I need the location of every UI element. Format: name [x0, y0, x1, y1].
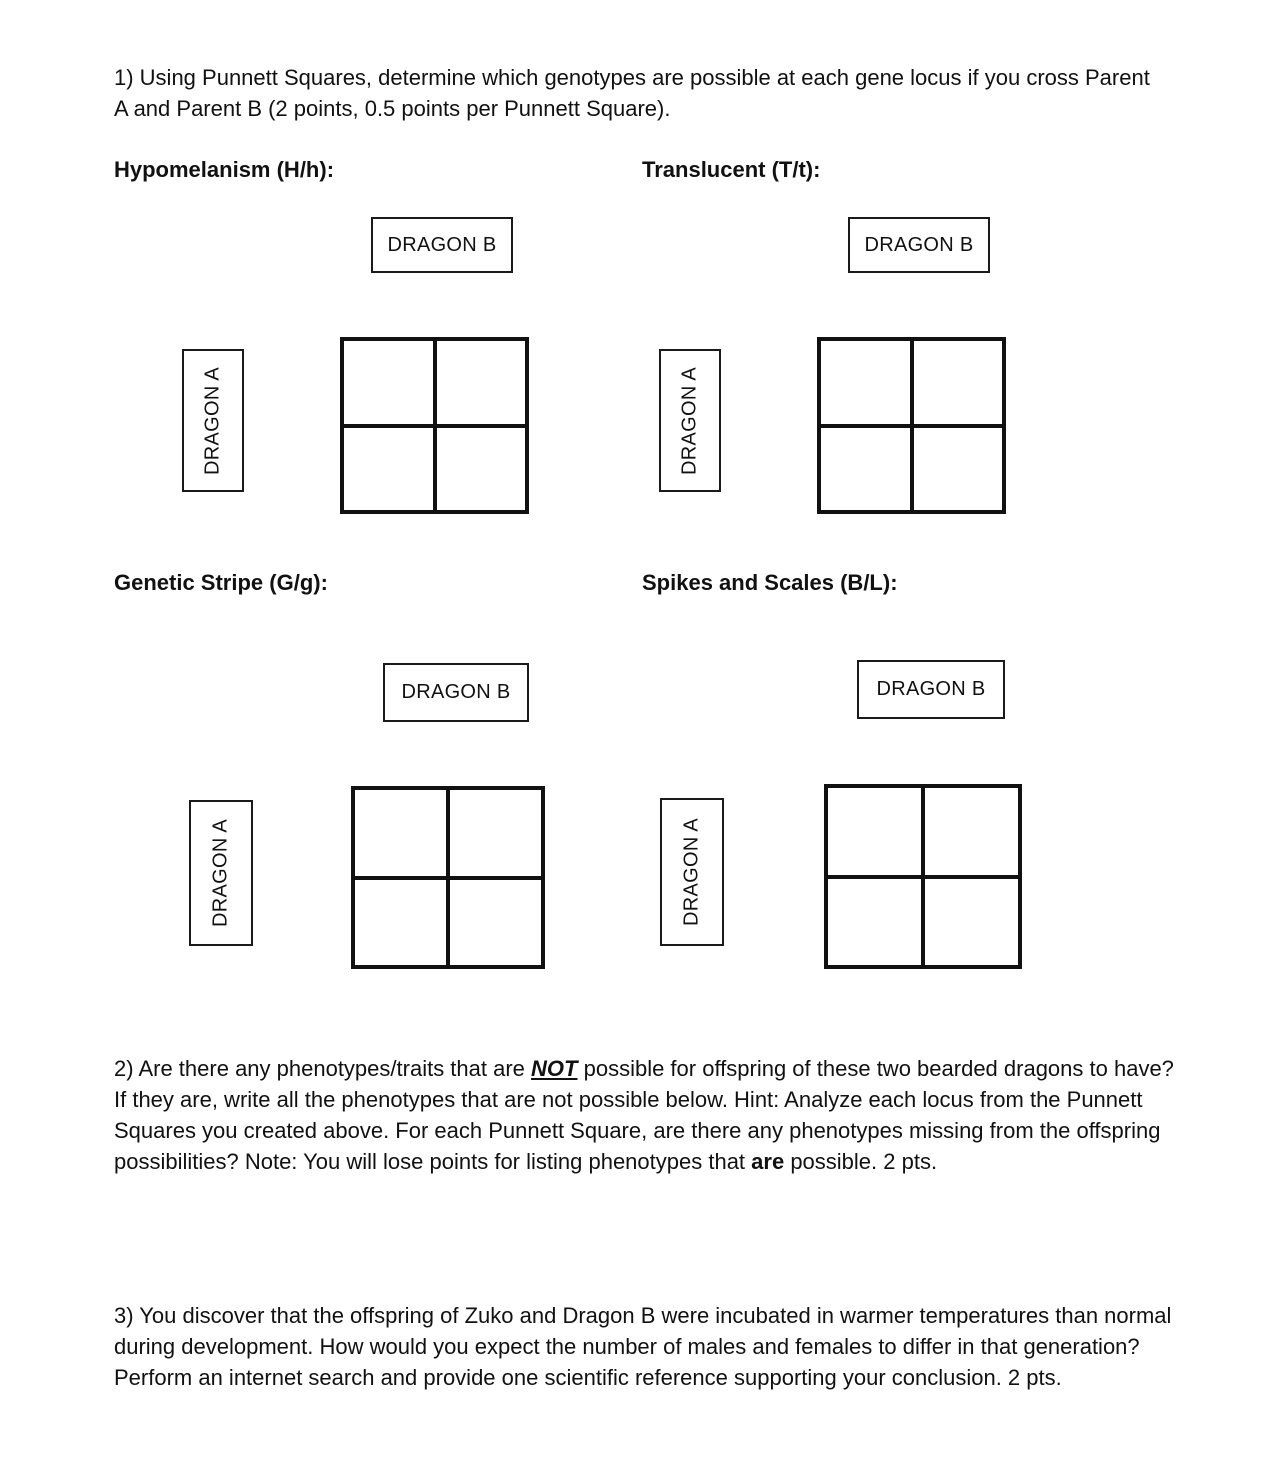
punnett-cell[interactable] [821, 341, 912, 426]
translucent-dragon-b-label: DRAGON B [848, 217, 990, 273]
punnett-cell[interactable] [448, 878, 541, 966]
question-1-text: 1) Using Punnett Squares, determine which genotypes are possible at each gene locus if you cross Parent A and Parent B (2 points, 0.5 points per Punnett Square). [114, 65, 1150, 121]
punnett-cell[interactable] [923, 877, 1018, 966]
genetic-stripe-dragon-a-text: DRAGON A [209, 819, 232, 927]
hypomelanism-heading: Hypomelanism (H/h): [114, 157, 335, 182]
punnett-cell[interactable] [344, 426, 435, 511]
hypomelanism-dragon-b-label: DRAGON B [371, 217, 513, 273]
question-3-text: 3) You discover that the offspring of Zuko and Dragon B were incubated in warmer temperatures than normal during development. How would you expect the number of males and females to differ in that generation? Perform an internet search and provide one scientific reference supporting your conclusion. 2 pts. [114, 1303, 1172, 1390]
genetic-stripe-dragon-a-label [189, 800, 253, 946]
translucent-punnett-square [817, 337, 1006, 514]
translucent-dragon-a-text: DRAGON A [678, 366, 701, 475]
punnett-cell[interactable] [912, 341, 1003, 426]
punnett-cell[interactable] [912, 426, 1003, 511]
translucent-heading: Translucent (T/t): [642, 157, 821, 182]
punnett-cell[interactable] [435, 341, 526, 426]
punnett-cell[interactable] [355, 878, 448, 966]
punnett-cell[interactable] [448, 790, 541, 878]
spikes-scales-dragon-b-label: DRAGON B [857, 660, 1005, 719]
punnett-cell[interactable] [344, 341, 435, 426]
punnett-cell[interactable] [355, 790, 448, 878]
hypomelanism-dragon-a-label [182, 349, 244, 492]
punnett-cell[interactable] [923, 788, 1018, 877]
question-2-bold-word: are [751, 1149, 785, 1174]
genetic-stripe-punnett-square [351, 786, 545, 969]
spikes-scales-dragon-a-label [660, 798, 724, 946]
punnett-cell[interactable] [828, 877, 923, 966]
question-2-text [114, 1053, 1189, 1177]
question-2-part-1: 2) Are there any phenotypes/traits that are [114, 1056, 532, 1081]
hypomelanism-dragon-a-text: DRAGON A [201, 366, 224, 475]
question-2-part-3: possible. 2 pts. [784, 1149, 938, 1174]
punnett-cell[interactable] [821, 426, 912, 511]
punnett-cell[interactable] [828, 788, 923, 877]
spikes-scales-heading: Spikes and Scales (B/L): [642, 570, 898, 595]
genetic-stripe-heading: Genetic Stripe (G/g): [114, 570, 328, 595]
hypomelanism-punnett-square [340, 337, 529, 514]
spikes-scales-punnett-square [824, 784, 1022, 969]
question-2-part-2: possible for offspring of these two bearded dragons to have? If they are, write all the phenotypes that are not possible below. Hint: Analyze each locus from the Punnett Squares you created above. For each Punnett Square, are there any phenotypes missing from the offspring possibilities? Note: You will lose points for listing phenotypes that [114, 1056, 1174, 1174]
translucent-dragon-a-label [659, 349, 721, 492]
spikes-scales-dragon-a-text: DRAGON A [680, 818, 703, 926]
question-2-emphasis: NOT [531, 1056, 578, 1081]
genetic-stripe-dragon-b-label: DRAGON B [383, 663, 529, 722]
punnett-cell[interactable] [435, 426, 526, 511]
